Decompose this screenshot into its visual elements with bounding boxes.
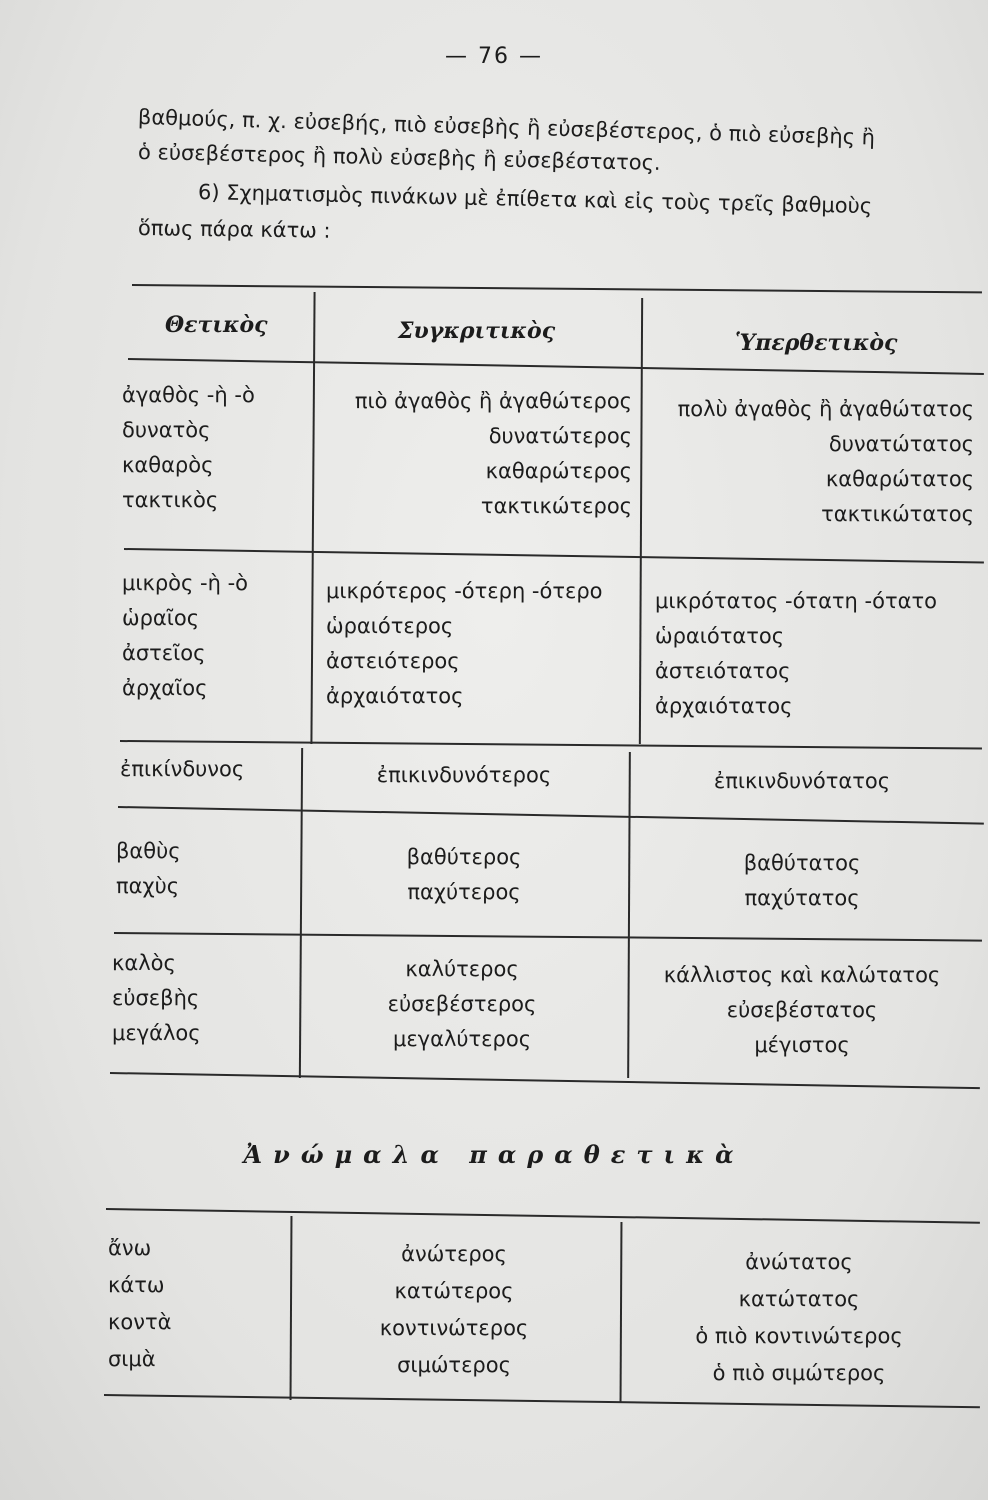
anomalous-comparative — [294, 1236, 614, 1384]
cell-comparative: ἀστειότερος — [326, 649, 460, 673]
group-3-comparative — [304, 758, 624, 793]
anomalous-col-divider-2 — [620, 1222, 623, 1402]
intro-line-4: ὅπως πάρα κάτω : — [137, 216, 331, 243]
cell-superlative: ἀνώτατος — [745, 1250, 853, 1274]
cell-positive: καθαρὸς — [122, 453, 214, 477]
group-1-comparative — [316, 384, 632, 524]
cell-superlative: ὁ πιὸ κοντινώτερος — [695, 1324, 903, 1348]
table-rule-bottom — [110, 1072, 980, 1089]
cell-comparative: ἀνώτερος — [401, 1242, 507, 1266]
cell-superlative: μικρότατος -ότατη -ότατο — [655, 589, 937, 613]
cell-comparative: ἐπικινδυνότερος — [376, 763, 552, 787]
header-superlative: Ὑπερθετικὸς — [735, 330, 898, 356]
anomalous-positive — [108, 1230, 171, 1378]
cell-superlative: μέγιστος — [754, 1033, 850, 1057]
group-2-superlative — [655, 584, 937, 724]
cell-comparative: μεγαλύτερος — [392, 1027, 532, 1051]
anomalous-superlative — [624, 1244, 974, 1392]
table-col-divider-1 — [310, 292, 315, 744]
cell-superlative: ἀστειότατος — [655, 659, 791, 683]
cell-positive: κοντὰ — [108, 1310, 172, 1334]
cell-superlative: τακτικώτατος — [821, 502, 974, 526]
group-3-superlative — [632, 764, 972, 799]
table-rule-3 — [118, 806, 984, 825]
cell-superlative: κάλλιστος καὶ καλώτατος — [663, 963, 941, 987]
cell-positive: καλὸς — [112, 951, 176, 975]
cell-superlative: κατώτατος — [738, 1287, 860, 1311]
cell-positive: παχὺς — [116, 874, 180, 898]
cell-comparative: τακτικώτερος — [480, 494, 632, 518]
table-rule-header — [128, 358, 984, 375]
intro-line-1: βαθμούς, π. χ. εὐσεβής, πιὸ εὐσεβὴς ἢ εὐσεβέστερος, ὁ πιὸ εὐσεβὴς ἢ — [137, 105, 876, 150]
cell-positive: τακτικὸς — [122, 488, 219, 512]
cell-positive: ἄνω — [108, 1236, 152, 1260]
cell-comparative: δυνατώτερος — [488, 424, 632, 448]
cell-superlative: καθαρώτατος — [825, 467, 974, 491]
cell-positive: ἀγαθὸς -ὴ -ὸ — [122, 383, 255, 407]
table-rule-4 — [114, 932, 982, 942]
group-2-positive — [122, 566, 248, 706]
table-rule-top — [132, 284, 982, 293]
table-rule-1 — [124, 548, 984, 564]
cell-comparative: καθαρώτερος — [485, 459, 632, 483]
table-col-divider-2 — [639, 298, 643, 744]
cell-positive: εὐσεβὴς — [112, 986, 200, 1010]
cell-superlative: ὁ πιὸ σιμώτερος — [712, 1361, 886, 1385]
cell-positive: σιμὰ — [108, 1347, 156, 1371]
group-3-positive — [120, 752, 244, 787]
cell-positive: βαθὺς — [116, 839, 181, 863]
cell-superlative: δυνατώτατος — [828, 432, 974, 456]
cell-positive: δυνατὸς — [122, 418, 211, 442]
table-col-divider-4 — [627, 752, 631, 1078]
group-1-superlative — [644, 392, 974, 532]
cell-comparative: πιὸ ἀγαθὸς ἢ ἀγαθώτερος — [354, 389, 632, 413]
cell-positive: μικρὸς -ὴ -ὸ — [122, 571, 249, 595]
cell-superlative: πολὺ ἀγαθὸς ἢ ἀγαθώτατος — [677, 397, 974, 421]
cell-comparative: παχύτερος — [407, 880, 521, 904]
cell-superlative: βαθύτατος — [743, 851, 861, 875]
cell-superlative: εὐσεβέστατος — [726, 998, 878, 1022]
cell-comparative: ἀρχαιότατος — [326, 684, 464, 708]
cell-superlative: ἀρχαιότατος — [655, 694, 793, 718]
group-4-superlative — [632, 846, 972, 916]
cell-comparative: καλύτερος — [405, 957, 519, 981]
section-title: Ἀνώμαλα παραθετικὰ — [243, 1140, 745, 1169]
cell-positive: κάτω — [108, 1273, 165, 1297]
header-comparative: Συγκριτικὸς — [398, 318, 556, 344]
cell-positive: ἐπικίνδυνος — [120, 757, 245, 781]
cell-comparative: σιμώτερος — [397, 1353, 511, 1377]
cell-positive: ὡραῖος — [122, 606, 200, 630]
group-4-positive — [116, 834, 181, 904]
anomalous-rule-top — [106, 1208, 980, 1224]
intro-line-3: 6) Σχηματισμὸς πινάκων μὲ ἐπίθετα καὶ εἰς τοὺς τρεῖς βαθμοὺς — [197, 180, 873, 219]
cell-comparative: ὡραιότερος — [326, 614, 454, 638]
cell-comparative: κοντινώτερος — [379, 1316, 529, 1340]
group-5-superlative — [632, 958, 972, 1063]
group-4-comparative — [304, 840, 624, 910]
group-2-comparative — [326, 574, 603, 714]
cell-comparative: μικρότερος -ότερη -ότερο — [326, 579, 603, 603]
group-1-positive — [122, 378, 255, 518]
cell-positive: μεγάλος — [112, 1021, 201, 1045]
anomalous-col-divider-1 — [290, 1216, 293, 1400]
cell-positive: ἀρχαῖος — [122, 676, 208, 700]
cell-superlative: ἐπικινδυνότατος — [713, 769, 891, 793]
intro-line-2: ὁ εὐσεβέστερος ἢ πολὺ εὐσεβὴς ἢ εὐσεβέστατος. — [137, 140, 661, 175]
cell-superlative: ὡραιότατος — [655, 624, 785, 648]
cell-superlative: παχύτατος — [744, 886, 860, 910]
cell-positive: ἀστεῖος — [122, 641, 206, 665]
header-positive: Θετικὸς — [165, 312, 268, 338]
page-number: — 76 — — [445, 44, 543, 69]
group-5-positive — [112, 946, 201, 1051]
table-rule-2 — [120, 740, 982, 750]
cell-comparative: βαθύτερος — [406, 845, 522, 869]
cell-comparative: κατώτερος — [394, 1279, 514, 1303]
group-5-comparative — [300, 952, 624, 1057]
cell-comparative: εὐσεβέστερος — [387, 992, 537, 1016]
anomalous-rule-bottom — [104, 1394, 980, 1408]
